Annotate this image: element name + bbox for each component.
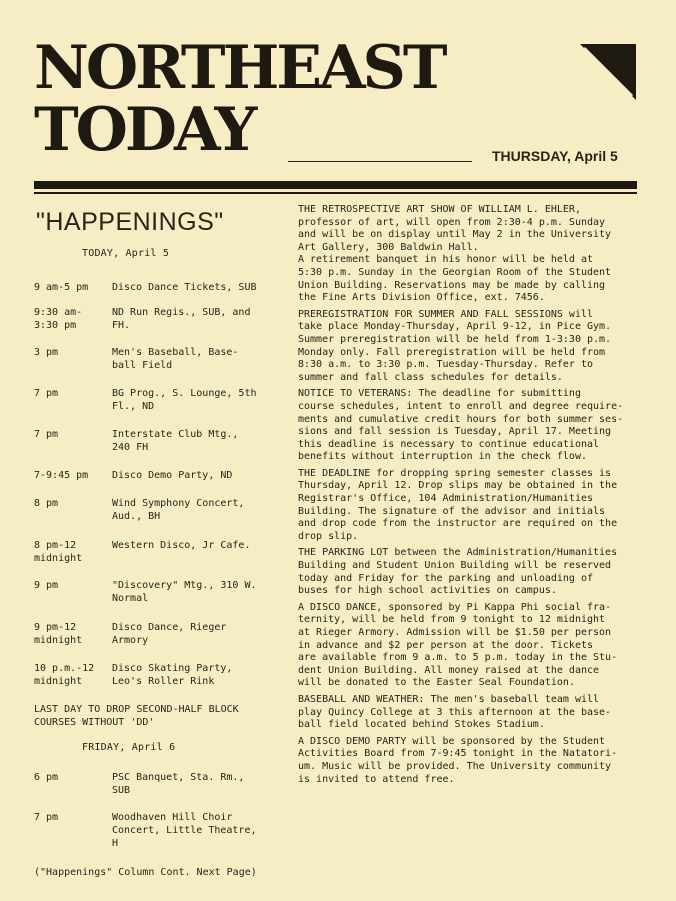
event-time: 9 pm-12 midnight: [34, 622, 83, 646]
event-time: 7 pm: [34, 812, 59, 823]
event-desc: Men's Baseball, Base- ball Field: [112, 347, 239, 371]
event-time: 9 pm: [34, 580, 59, 591]
dateline-rule: [288, 161, 472, 162]
masthead-divider-thin: [34, 192, 637, 194]
event-time: 8 pm: [34, 498, 59, 509]
masthead-line-2: TODAY: [34, 95, 255, 165]
dateline: THURSDAY, April 5: [492, 148, 618, 164]
event-desc: PSC Banquet, Sta. Rm., SUB: [112, 772, 245, 796]
masthead-line-1: NORTHEAST: [34, 33, 445, 103]
article-veterans-notice: NOTICE TO VETERANS: The deadline for submitting course schedules, intent to enroll and degree require- ments and cumulative credit hours for both summer ses- sions and fall session is Tuesday, April 17. Meeting this deadline is necessary to continue educational benefits without interruption in the check flow.: [298, 388, 624, 463]
event-desc: Disco Skating Party, Leo's Roller Rink: [112, 663, 233, 687]
event-time: 10 p.m.-12 midnight: [34, 663, 95, 687]
article-baseball: BASEBALL AND WEATHER: The men's baseball team will play Quincy College at 3 this afternoon at the base- ball field located behind Stokes Stadium.: [298, 693, 612, 731]
event-time: 8 pm-12 midnight: [34, 540, 83, 564]
event-time: 6 pm: [34, 772, 59, 783]
article-disco-dance: A DISCO DANCE, sponsored by Pi Kappa Phi social fra- ternity, will be held from 9 tonight to 12 midnight at Rieger Armory. Admission will be $1.50 per person in advance and $2 per person at the door. Tickets are available from 9 a.m. to 5 p.m. today in the Stu- dent Union Building. All money raised at the dance will be donated to the Easter Seal Foundation.: [298, 601, 618, 689]
continued-note: ("Happenings" Column Cont. Next Page): [34, 867, 257, 878]
masthead-divider-thick: [34, 181, 637, 189]
article-parking-lot: THE PARKING LOT between the Administration/Humanities Building and Student Union Building will be reserved today and Friday for the parking and unloading of buses for high school activities on campus.: [298, 547, 618, 597]
event-desc: Wind Symphony Concert, Aud., BH: [112, 498, 245, 522]
event-time: 7 pm: [34, 429, 59, 440]
event-desc: Interstate Club Mtg., 240 FH: [112, 429, 239, 453]
event-time: 9:30 am- 3:30 pm: [34, 307, 83, 331]
event-desc: Woodhaven Hill Choir Concert, Little Theatre, H: [112, 812, 257, 849]
article-preregistration: PREREGISTRATION FOR SUMMER AND FALL SESSIONS will take place Monday-Thursday, April 9-12, in Pice Gym. Summer preregistration will be held from 1-3:30 p.m. Monday only. Fall preregistration will be held from 8:30 a.m. to 3:30 p.m. Tuesday-Thursday. Refer to summer and fall class schedules for details.: [298, 308, 612, 383]
event-time: 9 am-5 pm: [34, 282, 89, 293]
article-disco-demo: A DISCO DEMO PARTY will be sponsored by the Student Activities Board from 7-9:45 tonight in the Natatori- um. Music will be provided. The University community is invited to attend free.: [298, 735, 618, 785]
event-desc: Disco Dance Tickets, SUB: [112, 282, 257, 293]
article-drop-deadline: THE DEADLINE for dropping spring semester classes is Thursday, April 12. Drop slips may be obtained in the Registrar's Office, 104 Administration/Humanities Building. The signature of the advisor and initials and drop code from the instructor are required on the drop slip.: [298, 467, 618, 542]
happenings-title: "HAPPENINGS": [36, 208, 224, 236]
event-desc: ND Run Regis., SUB, and FH.: [112, 307, 251, 331]
last-day-note: LAST DAY TO DROP SECOND-HALF BLOCK COURSES WITHOUT 'DD': [34, 704, 239, 728]
event-desc: BG Prog., S. Lounge, 5th Fl., ND: [112, 388, 257, 412]
event-time: 3 pm: [34, 347, 59, 358]
event-time: 7-9:45 pm: [34, 470, 89, 481]
event-desc: Disco Demo Party, ND: [112, 470, 233, 481]
corner-triangle-icon: [580, 44, 636, 100]
article-art-show: THE RETROSPECTIVE ART SHOW OF WILLIAM L. EHLER, professor of art, will open from 2:30-4 p.m. Sunday and will be on display until May 2 in the University Art Gallery, 300 Baldwin Hall. A retirement banquet in his honor will be held at 5:30 p.m. Sunday in the Georgian Room of the Student Union Building. Reservations may be made by calling the Fine Arts Division Office, ext. 7456.: [298, 204, 612, 304]
today-header: TODAY, April 5: [82, 248, 170, 259]
event-desc: Disco Dance, Rieger Armory: [112, 622, 227, 646]
announcements-column: [298, 204, 648, 790]
event-desc: "Discovery" Mtg., 310 W. Normal: [112, 580, 257, 604]
friday-header: FRIDAY, April 6: [82, 742, 176, 753]
event-time: 7 pm: [34, 388, 59, 399]
event-desc: Western Disco, Jr Cafe.: [112, 540, 251, 551]
